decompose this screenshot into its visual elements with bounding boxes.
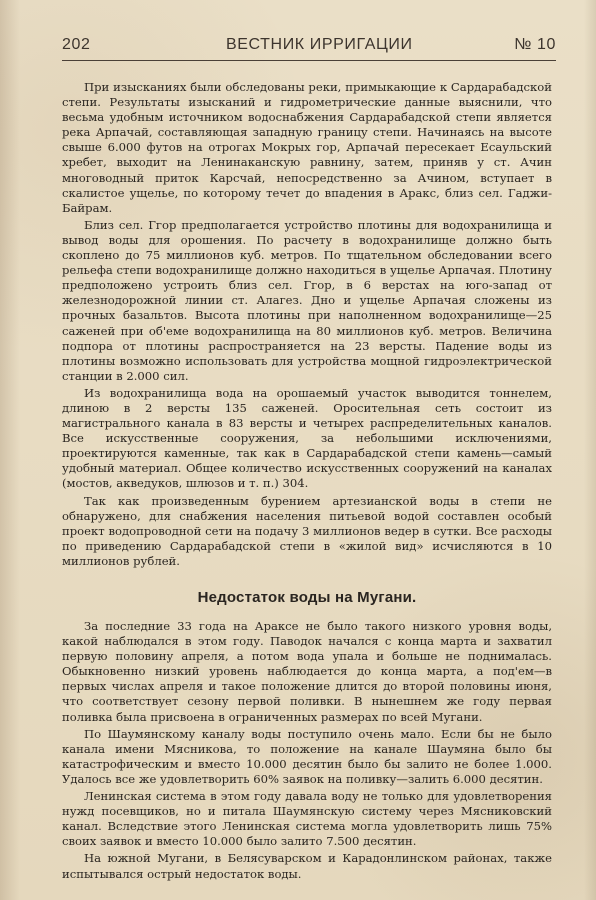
intro-paragraph-4: Так как произведенным бурением артезианской воды в степи не обнаружено, для снабжения населения питьевой водой составлен особый проект водопроводной сети на подачу 3 миллионов ведер в сутки. Все расходы по приведению Сардарабадской степи в «жилой вид» исчисляются в 10 миллионов рублей. bbox=[62, 493, 552, 568]
section-spacing bbox=[62, 571, 552, 589]
page-number: 202 bbox=[62, 36, 91, 53]
section-title: Недостаток воды на Мугани. bbox=[197, 589, 417, 606]
section-paragraph-2: По Шаумянскому каналу воды поступило очень мало. Если бы не было канала имени Мясникова, то положение на канале Шаумяна было бы катастрофическим и вместо 10.000 десятин было бы залито не более 1.000. Удалось все же удовлетворить 60% заявок на поливку—залить 6.000 десятин. bbox=[62, 726, 552, 786]
section-paragraph-3: Ленинская система в этом году давала воду не только для удовлетворения нужд посевщиков, но и питала Шаумянскую систему через Мясниковский канал. Вследствие этого Ленинская система могла удовлетворить лишь 75% своих заявок и вместо 10.000 было залито 7.500 десятин. bbox=[62, 789, 552, 849]
intro-paragraph-1: При изысканиях были обследованы реки, примыкающие к Сардарабадской степи. Результаты изысканий и гидрометрические данные выяснили, что весьма удобным источником водоснабжения Сардарабадской степи является река Арпачай, составляющая западную границу степи. Начинаясь на высоте свыше 6.000 футов на отрогах Мокрых гор, Арпачай пересекает Есаульский хребет, выходит на Ленинаканскую равнину, затем, приняв у ст. Ачин многоводный приток Карсчай, непосредственно за Ачином, вступает в скалистое ущелье, по которому течет до впадения в Аракс, близ сел. Гаджи-Байрам. bbox=[62, 80, 552, 215]
journal-title: ВЕСТНИК ИРРИГАЦИИ bbox=[226, 36, 413, 53]
page-header bbox=[62, 34, 556, 61]
article-body bbox=[62, 80, 552, 882]
intro-paragraph-2: Близ сел. Ггор предполагается устройство плотины для водохранилища и вывод воды для орошения. По расчету в водохранилище должно быть скоплено до 75 миллионов куб. метров. По тщательном обследовании всего рельефа степи водохранилище должно находиться в ущелье Арпачая. Плотину предположено устроить близ сел. Ггор, в 6 верстах на юго-запад от железнодорожной линии ст. Алагез. Дно и ущелье Арпачая сложены из прочных базальтов. Высота плотины при наполненном водохранилище—25 саженей при об'еме водохранилища на 80 миллионов куб. метров. Величина подпора от плотины распространяется на 23 версты. Падение воды из плотины возможно использовать для устройства мощной гидроэлектрической станции в 2.000 сил. bbox=[62, 217, 552, 383]
section-paragraph-4: На южной Мугани, в Белясуварском и Карадонлинском районах, также испытывался острый недостаток воды. bbox=[62, 851, 552, 881]
issue-number: № 10 bbox=[514, 36, 556, 53]
intro-paragraph-3: Из водохранилища вода на орошаемый участок выводится тоннелем, длиною в 2 версты 135 саженей. Оросительная сеть состоит из магистрального канала в 83 версты и четырех распределительных каналов. Все искусственные сооружения, за небольшими исключениями, проектируются каменные, так как в Сардарабадской степи камень—самый удобный материал. Общее количество искусственных сооружений на каналах (мостов, акведуков, шлюзов и т. п.) 304. bbox=[62, 385, 552, 491]
section-paragraph-1: За последние 33 года на Араксе не было такого низкого уровня воды, какой наблюдался в этом году. Паводок начался с конца марта и захватил первую половину апреля, а потом вода упала и больше не поднималась. Обыкновенно низкий уровень наблюдается до конца марта, а под'ем—в первых числах апреля и такое положение длится до второй половины июня, что соответствует сезону первой поливки. В нынешнем же году первая поливка была присвоена в ограниченных размерах по всей Мугани. bbox=[62, 619, 552, 724]
